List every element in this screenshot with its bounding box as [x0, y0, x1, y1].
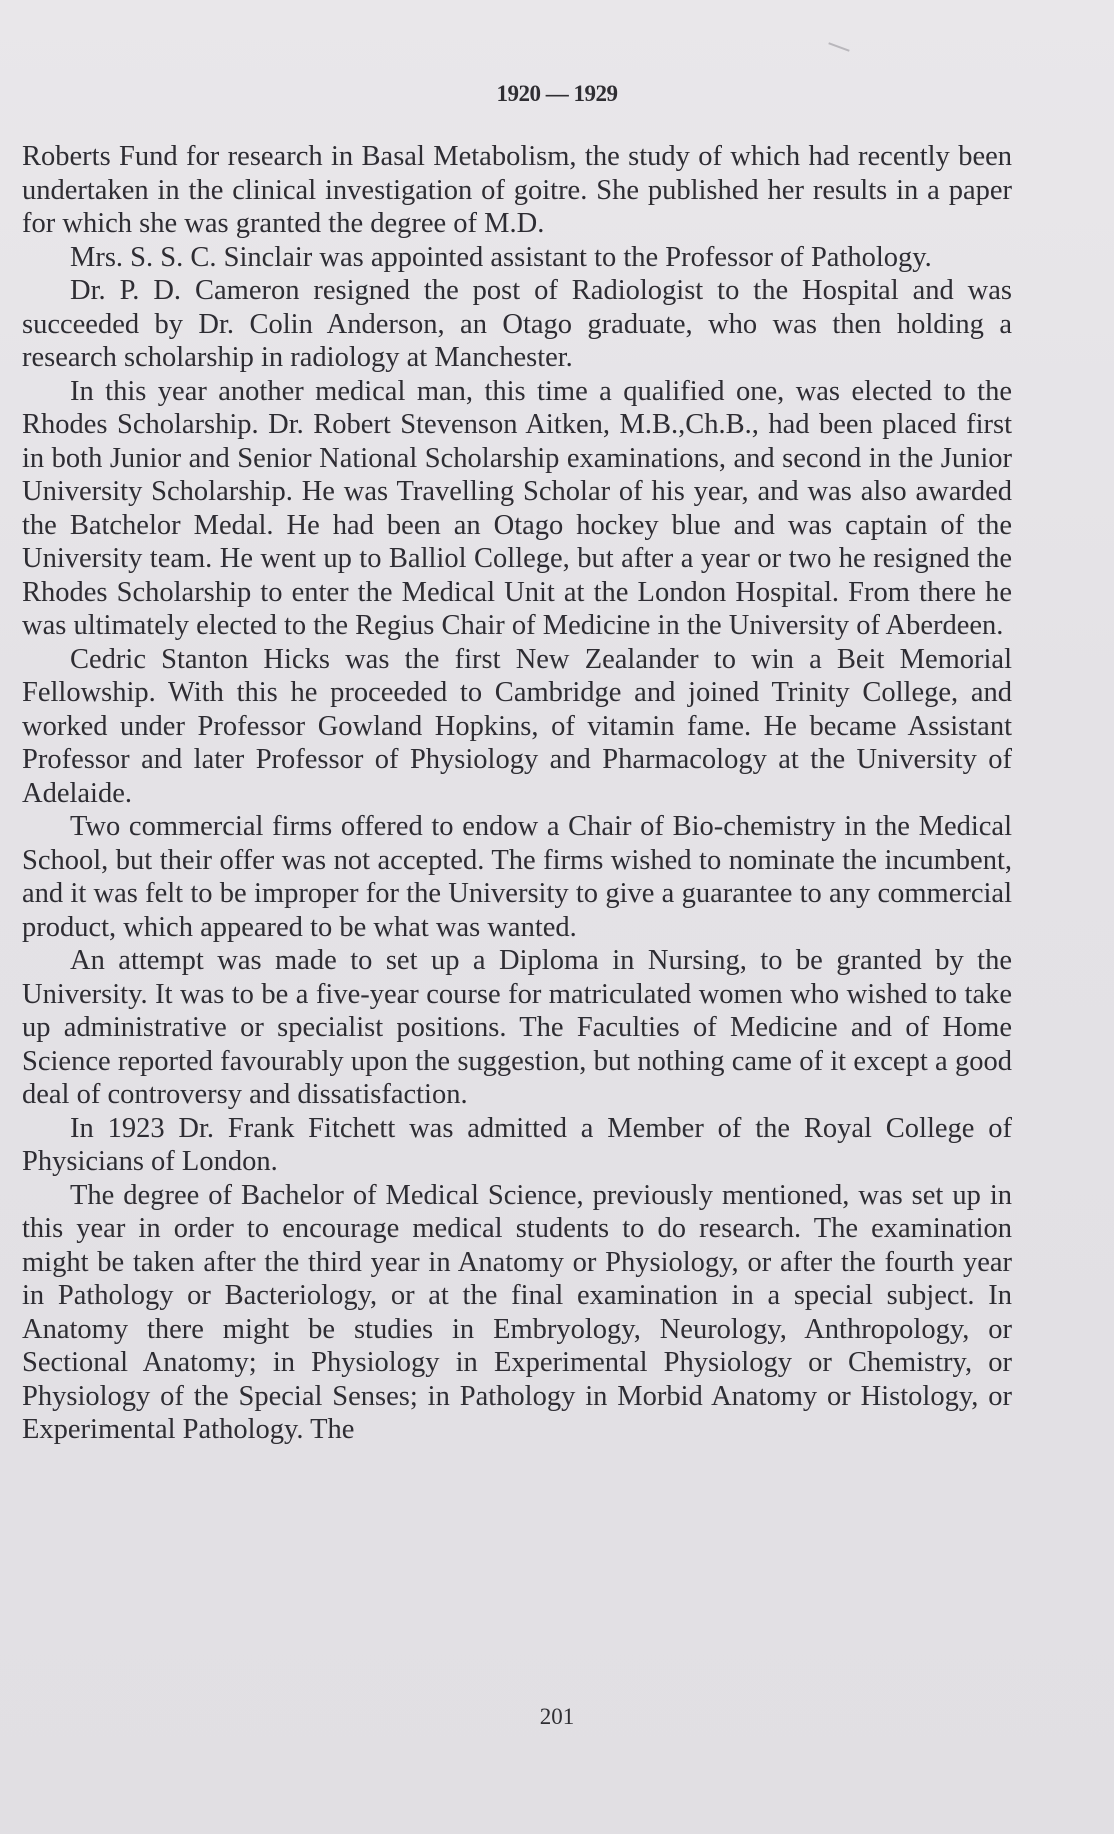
- body-text: [22, 140, 1012, 1447]
- paragraph: Roberts Fund for research in Basal Metabolism, the study of which had recently been undertaken in the clinical investigation of goitre. She published her results in a paper for which she was granted the degree of M.D.: [22, 141, 1012, 239]
- paragraph: Mrs. S. S. C. Sinclair was appointed assistant to the Professor of Pathology.: [70, 241, 932, 273]
- paragraph: Two commercial firms offered to endow a Chair of Bio-chemistry in the Medical School, but their offer was not accepted. The firms wished to nominate the incumbent, and it was felt to be improper for the University to give a guarantee to any commercial product, which appeared to be what was wanted.: [22, 811, 1012, 943]
- paragraph: An attempt was made to set up a Diploma in Nursing, to be granted by the University. It was to be a five-year course for matriculated women who wished to take up administrative or specialist positions. The Faculties of Medicine and of Home Science reported favourably upon the suggestion, but nothing came of it except a good deal of controversy and dissatisfaction.: [22, 945, 1012, 1110]
- paragraph: The degree of Bachelor of Medical Science, previously mentioned, was set up in this year in order to encourage medical students to do research. The examination might be taken after the third year in Anatomy or Physiology, or after the fourth year in Pathology or Bacteriology, or at the final examination in a special subject. In Anatomy there might be studies in Embryology, Neurology, Anthropology, or Sectional Anatomy; in Physiology in Experimental Physiology or Chemistry, or Physiology of the Special Senses; in Pathology in Morbid Anatomy or Histology, or Experimental Pathology. The: [22, 1179, 1012, 1445]
- paragraph: Dr. P. D. Cameron resigned the post of Radiologist to the Hospital and was succeeded by Dr. Colin Anderson, an Otago graduate, who was then holding a research scholarship in radiology at Manchester.: [22, 275, 1012, 373]
- page-number: 201: [539, 1704, 575, 1729]
- scan-artifact: [828, 42, 849, 51]
- running-head: 1920 — 1929: [496, 81, 618, 106]
- paragraph: In this year another medical man, this time a qualified one, was elected to the Rhodes Scholarship. Dr. Robert Stevenson Aitken, M.B.,Ch.B., had been placed first in both Junior and Senior National Scholarship examinations, and second in the Junior University Scholarship. He was Travelling Scholar of his year, and was also awarded the Batchelor Medal. He had been an Otago hockey blue and was captain of the University team. He went up to Balliol College, but after a year or two he resigned the Rhodes Scholarship to enter the Medical Unit at the London Hospital. From there he was ultimately elected to the Regius Chair of Medicine in the University of Aberdeen.: [22, 375, 1012, 641]
- paragraph: In 1923 Dr. Frank Fitchett was admitted a Member of the Royal College of Physicians of London.: [22, 1112, 1012, 1177]
- paragraph: Cedric Stanton Hicks was the first New Zealander to win a Beit Memorial Fellowship. With this he proceeded to Cambridge and joined Trinity College, and worked under Professor Gowland Hopkins, of vitamin fame. He became Assistant Professor and later Professor of Physiology and Pharmacology at the University of Adelaide.: [22, 643, 1012, 809]
